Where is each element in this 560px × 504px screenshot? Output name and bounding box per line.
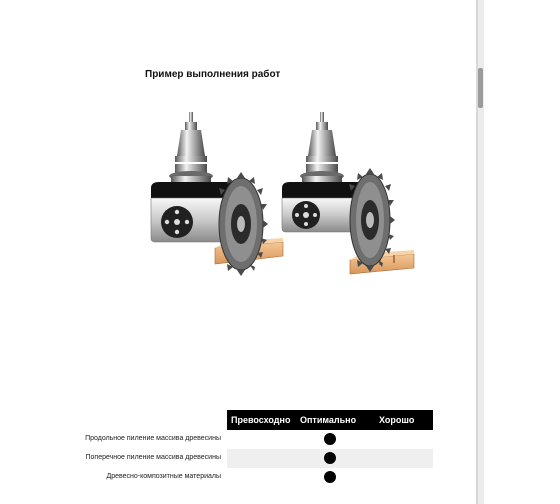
row-label: Древесно-композитные материалы [106, 473, 221, 480]
column-header-optimal: Оптимально [300, 415, 357, 425]
compatibility-header [227, 410, 433, 430]
table-row [70, 468, 433, 487]
rating-dot [324, 433, 336, 445]
column-header-good: Хорошо [379, 415, 415, 425]
row-label: Продольное пиление массива древесины [85, 435, 221, 442]
saw-aggregate-illustration-1 [145, 108, 295, 283]
rating-dot [324, 471, 336, 483]
scrollbar-thumb[interactable] [478, 68, 483, 108]
section-title: Пример выполнения работ [145, 69, 281, 80]
table-row [70, 430, 433, 449]
column-header-excellent: Превосходно [231, 415, 291, 425]
row-label: Поперечное пиление массива древесины [85, 454, 221, 461]
table-row [70, 449, 433, 468]
rating-dot [324, 452, 336, 464]
cnc-saw-aggregate-icon [145, 108, 295, 283]
saw-aggregate-illustration-2 [280, 108, 430, 283]
cnc-saw-aggregate-icon [280, 108, 430, 283]
